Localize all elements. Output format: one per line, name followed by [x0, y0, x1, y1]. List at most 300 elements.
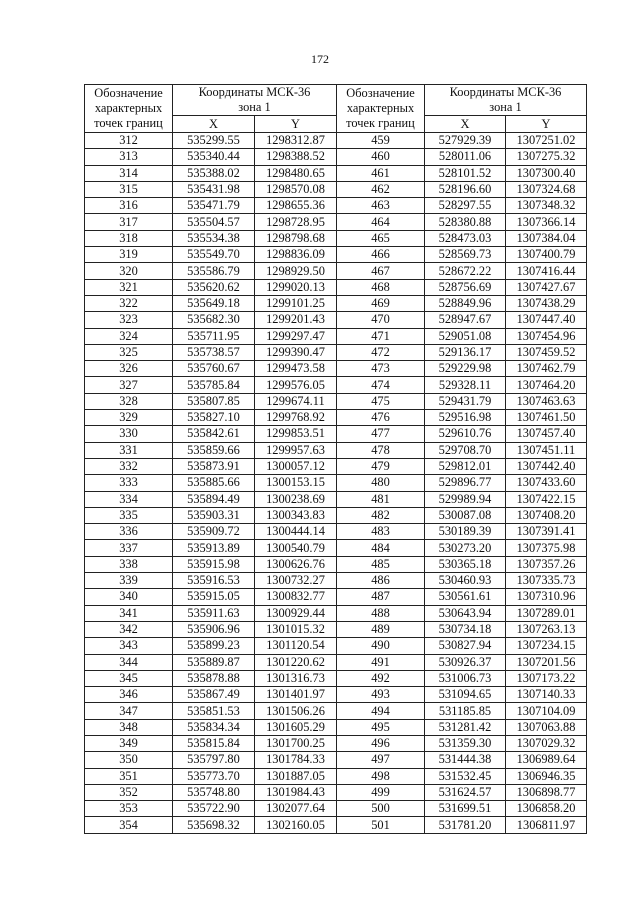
cell-y-right: 1307063.88 [506, 719, 587, 735]
cell-point-id-right: 489 [337, 621, 425, 637]
cell-point-id-right: 501 [337, 817, 425, 833]
cell-y-left: 1301316.73 [255, 670, 337, 686]
cell-y-right: 1307384.04 [506, 230, 587, 246]
cell-x-right: 529708.70 [425, 442, 506, 458]
cell-y-left: 1298480.65 [255, 165, 337, 181]
cell-x-right: 531281.42 [425, 719, 506, 735]
cell-point-id-left: 323 [85, 312, 173, 328]
cell-y-right: 1307427.67 [506, 279, 587, 295]
cell-x-right: 528011.06 [425, 149, 506, 165]
cell-x-left: 535859.66 [173, 442, 255, 458]
cell-point-id-left: 351 [85, 768, 173, 784]
cell-y-left: 1298728.95 [255, 214, 337, 230]
cell-x-right: 530189.39 [425, 524, 506, 540]
cell-point-id-left: 319 [85, 247, 173, 263]
cell-y-right: 1307348.32 [506, 198, 587, 214]
cell-point-id-right: 488 [337, 605, 425, 621]
cell-y-right: 1307375.98 [506, 540, 587, 556]
cell-y-left: 1300343.83 [255, 507, 337, 523]
cell-y-right: 1307457.40 [506, 426, 587, 442]
cell-point-id-right: 496 [337, 735, 425, 751]
table-row [85, 279, 587, 295]
cell-y-left: 1299201.43 [255, 312, 337, 328]
table-row [85, 768, 587, 784]
cell-x-left: 535698.32 [173, 817, 255, 833]
cell-y-right: 1307366.14 [506, 214, 587, 230]
cell-x-left: 535785.84 [173, 377, 255, 393]
cell-y-left: 1299576.05 [255, 377, 337, 393]
cell-x-right: 530561.61 [425, 589, 506, 605]
cell-x-left: 535894.49 [173, 491, 255, 507]
cell-point-id-left: 341 [85, 605, 173, 621]
table-row [85, 181, 587, 197]
cell-x-right: 531094.65 [425, 687, 506, 703]
table-row [85, 491, 587, 507]
cell-y-right: 1307335.73 [506, 573, 587, 589]
table-row [85, 801, 587, 817]
cell-y-right: 1307289.01 [506, 605, 587, 621]
cell-point-id-right: 481 [337, 491, 425, 507]
cell-point-id-left: 318 [85, 230, 173, 246]
cell-x-left: 535807.85 [173, 393, 255, 409]
cell-y-right: 1307029.32 [506, 735, 587, 751]
cell-y-left: 1298655.36 [255, 198, 337, 214]
cell-point-id-right: 484 [337, 540, 425, 556]
cell-x-right: 531624.57 [425, 784, 506, 800]
cell-x-left: 535916.53 [173, 573, 255, 589]
cell-y-left: 1299390.47 [255, 344, 337, 360]
cell-y-right: 1307447.40 [506, 312, 587, 328]
table-row [85, 605, 587, 621]
x-header-left: X [173, 116, 255, 133]
cell-x-left: 535534.38 [173, 230, 255, 246]
cell-y-left: 1300732.27 [255, 573, 337, 589]
cell-x-left: 535899.23 [173, 638, 255, 654]
coords-header-right [425, 85, 587, 116]
table-row [85, 621, 587, 637]
cell-x-right: 528380.88 [425, 214, 506, 230]
cell-point-id-left: 334 [85, 491, 173, 507]
coordinates-table [84, 84, 587, 834]
cell-point-id-left: 336 [85, 524, 173, 540]
cell-point-id-left: 328 [85, 393, 173, 409]
table-row [85, 230, 587, 246]
cell-y-left: 1301984.43 [255, 784, 337, 800]
cell-x-left: 535549.70 [173, 247, 255, 263]
cell-point-id-left: 333 [85, 475, 173, 491]
cell-y-left: 1298798.68 [255, 230, 337, 246]
table-row [85, 784, 587, 800]
cell-y-right: 1307416.44 [506, 263, 587, 279]
cell-point-id-left: 349 [85, 735, 173, 751]
cell-x-left: 535388.02 [173, 165, 255, 181]
cell-point-id-left: 332 [85, 458, 173, 474]
cell-x-left: 535889.87 [173, 654, 255, 670]
cell-point-id-left: 315 [85, 181, 173, 197]
cell-x-right: 531444.38 [425, 752, 506, 768]
table-row [85, 752, 587, 768]
cell-point-id-right: 478 [337, 442, 425, 458]
cell-point-id-right: 494 [337, 703, 425, 719]
cell-y-right: 1306989.64 [506, 752, 587, 768]
cell-x-left: 535682.30 [173, 312, 255, 328]
cell-point-id-left: 340 [85, 589, 173, 605]
table-row [85, 133, 587, 149]
cell-x-left: 535299.55 [173, 133, 255, 149]
cell-point-id-right: 493 [337, 687, 425, 703]
cell-x-right: 531359.30 [425, 735, 506, 751]
cell-y-right: 1307400.79 [506, 247, 587, 263]
cell-x-right: 528849.96 [425, 295, 506, 311]
cell-x-right: 529812.01 [425, 458, 506, 474]
cell-y-left: 1301401.97 [255, 687, 337, 703]
cell-y-right: 1306858.20 [506, 801, 587, 817]
cell-x-left: 535911.63 [173, 605, 255, 621]
cell-x-left: 535913.89 [173, 540, 255, 556]
cell-x-right: 531185.85 [425, 703, 506, 719]
table-row [85, 703, 587, 719]
cell-y-right: 1307463.63 [506, 393, 587, 409]
cell-point-id-right: 483 [337, 524, 425, 540]
table-row [85, 458, 587, 474]
cell-x-right: 530365.18 [425, 556, 506, 572]
cell-x-left: 535851.53 [173, 703, 255, 719]
cell-x-right: 528756.69 [425, 279, 506, 295]
cell-y-right: 1307459.52 [506, 344, 587, 360]
cell-y-right: 1307461.50 [506, 410, 587, 426]
cell-x-left: 535915.98 [173, 556, 255, 572]
cell-point-id-right: 475 [337, 393, 425, 409]
cell-point-id-right: 461 [337, 165, 425, 181]
cell-x-left: 535915.05 [173, 589, 255, 605]
cell-y-left: 1300929.44 [255, 605, 337, 621]
coords-header-left-line2: зона 1 [238, 100, 271, 114]
cell-y-left: 1299853.51 [255, 426, 337, 442]
cell-x-left: 535711.95 [173, 328, 255, 344]
cell-point-id-left: 337 [85, 540, 173, 556]
cell-point-id-left: 314 [85, 165, 173, 181]
cell-point-id-right: 473 [337, 361, 425, 377]
cell-y-left: 1299020.13 [255, 279, 337, 295]
table-row [85, 410, 587, 426]
cell-point-id-right: 487 [337, 589, 425, 605]
cell-x-right: 529051.08 [425, 328, 506, 344]
cell-point-id-left: 342 [85, 621, 173, 637]
designation-header-left: Обозначение характерных точек границ [85, 85, 173, 133]
cell-point-id-right: 498 [337, 768, 425, 784]
designation-header-right: Обозначение характерных точек границ [337, 85, 425, 133]
cell-x-left: 535504.57 [173, 214, 255, 230]
cell-y-right: 1307310.96 [506, 589, 587, 605]
cell-y-right: 1307391.41 [506, 524, 587, 540]
table-body [85, 133, 587, 834]
cell-x-right: 530734.18 [425, 621, 506, 637]
cell-point-id-left: 322 [85, 295, 173, 311]
cell-point-id-right: 495 [337, 719, 425, 735]
cell-x-left: 535773.70 [173, 768, 255, 784]
cell-point-id-left: 353 [85, 801, 173, 817]
table-row [85, 377, 587, 393]
cell-x-left: 535471.79 [173, 198, 255, 214]
cell-y-left: 1298836.09 [255, 247, 337, 263]
cell-point-id-right: 480 [337, 475, 425, 491]
cell-point-id-left: 326 [85, 361, 173, 377]
cell-y-left: 1298312.87 [255, 133, 337, 149]
cell-x-left: 535909.72 [173, 524, 255, 540]
cell-point-id-left: 329 [85, 410, 173, 426]
cell-point-id-right: 486 [337, 573, 425, 589]
cell-x-left: 535722.90 [173, 801, 255, 817]
cell-y-left: 1301506.26 [255, 703, 337, 719]
cell-point-id-left: 335 [85, 507, 173, 523]
table-row [85, 426, 587, 442]
cell-y-left: 1301784.33 [255, 752, 337, 768]
cell-x-right: 528947.67 [425, 312, 506, 328]
table-row [85, 475, 587, 491]
cell-point-id-right: 470 [337, 312, 425, 328]
table-row [85, 573, 587, 589]
cell-point-id-right: 482 [337, 507, 425, 523]
cell-x-right: 528569.73 [425, 247, 506, 263]
cell-x-left: 535885.66 [173, 475, 255, 491]
cell-y-left: 1302160.05 [255, 817, 337, 833]
cell-y-right: 1307300.40 [506, 165, 587, 181]
cell-x-left: 535867.49 [173, 687, 255, 703]
table-row [85, 295, 587, 311]
cell-point-id-left: 320 [85, 263, 173, 279]
table-row [85, 247, 587, 263]
table-row [85, 263, 587, 279]
cell-x-left: 535842.61 [173, 426, 255, 442]
cell-point-id-right: 460 [337, 149, 425, 165]
cell-point-id-left: 338 [85, 556, 173, 572]
cell-x-left: 535873.91 [173, 458, 255, 474]
page-number: 172 [311, 52, 329, 66]
coords-header-left-line1: Координаты МСК-36 [198, 85, 311, 99]
cell-point-id-left: 339 [85, 573, 173, 589]
cell-x-right: 530926.37 [425, 654, 506, 670]
cell-x-left: 535878.88 [173, 670, 255, 686]
cell-y-right: 1307357.26 [506, 556, 587, 572]
cell-y-left: 1301015.32 [255, 621, 337, 637]
coords-header-left [173, 85, 337, 116]
cell-y-left: 1301887.05 [255, 768, 337, 784]
cell-x-right: 528473.03 [425, 230, 506, 246]
cell-y-right: 1307324.68 [506, 181, 587, 197]
cell-point-id-right: 476 [337, 410, 425, 426]
cell-x-right: 530087.08 [425, 507, 506, 523]
cell-point-id-left: 317 [85, 214, 173, 230]
cell-y-right: 1307422.15 [506, 491, 587, 507]
cell-point-id-left: 350 [85, 752, 173, 768]
cell-x-right: 529229.98 [425, 361, 506, 377]
cell-y-right: 1307408.20 [506, 507, 587, 523]
cell-y-right: 1307275.32 [506, 149, 587, 165]
cell-point-id-right: 467 [337, 263, 425, 279]
cell-y-left: 1300626.76 [255, 556, 337, 572]
cell-point-id-left: 343 [85, 638, 173, 654]
cell-y-left: 1299768.92 [255, 410, 337, 426]
cell-x-left: 535586.79 [173, 263, 255, 279]
cell-point-id-left: 348 [85, 719, 173, 735]
cell-point-id-right: 474 [337, 377, 425, 393]
cell-point-id-left: 316 [85, 198, 173, 214]
cell-y-left: 1299473.58 [255, 361, 337, 377]
cell-y-left: 1299674.11 [255, 393, 337, 409]
cell-y-left: 1302077.64 [255, 801, 337, 817]
cell-x-right: 531781.20 [425, 817, 506, 833]
table-row [85, 149, 587, 165]
cell-point-id-right: 471 [337, 328, 425, 344]
table-row [85, 198, 587, 214]
table-row [85, 589, 587, 605]
cell-point-id-left: 312 [85, 133, 173, 149]
cell-x-left: 535748.80 [173, 784, 255, 800]
cell-point-id-right: 465 [337, 230, 425, 246]
cell-point-id-right: 499 [337, 784, 425, 800]
cell-x-left: 535431.98 [173, 181, 255, 197]
cell-point-id-left: 331 [85, 442, 173, 458]
cell-y-right: 1307438.29 [506, 295, 587, 311]
cell-y-right: 1307454.96 [506, 328, 587, 344]
cell-x-right: 531006.73 [425, 670, 506, 686]
cell-x-right: 529136.17 [425, 344, 506, 360]
table-row [85, 670, 587, 686]
cell-x-left: 535903.31 [173, 507, 255, 523]
cell-y-left: 1301605.29 [255, 719, 337, 735]
cell-x-right: 530827.94 [425, 638, 506, 654]
cell-point-id-left: 347 [85, 703, 173, 719]
cell-point-id-left: 344 [85, 654, 173, 670]
cell-y-right: 1307140.33 [506, 687, 587, 703]
cell-y-right: 1306898.77 [506, 784, 587, 800]
cell-x-right: 527929.39 [425, 133, 506, 149]
table-row [85, 344, 587, 360]
cell-y-right: 1307201.56 [506, 654, 587, 670]
cell-y-left: 1300238.69 [255, 491, 337, 507]
table-row [85, 507, 587, 523]
cell-x-right: 528101.52 [425, 165, 506, 181]
table-row [85, 735, 587, 751]
cell-x-right: 528672.22 [425, 263, 506, 279]
cell-point-id-right: 468 [337, 279, 425, 295]
cell-point-id-right: 497 [337, 752, 425, 768]
cell-x-left: 535827.10 [173, 410, 255, 426]
table-row [85, 393, 587, 409]
cell-point-id-left: 352 [85, 784, 173, 800]
cell-point-id-left: 313 [85, 149, 173, 165]
cell-y-left: 1300153.15 [255, 475, 337, 491]
cell-x-left: 535834.34 [173, 719, 255, 735]
cell-point-id-right: 462 [337, 181, 425, 197]
cell-y-left: 1301700.25 [255, 735, 337, 751]
cell-x-left: 535340.44 [173, 149, 255, 165]
cell-x-right: 529431.79 [425, 393, 506, 409]
cell-y-right: 1307104.09 [506, 703, 587, 719]
cell-point-id-right: 492 [337, 670, 425, 686]
table-row [85, 817, 587, 833]
cell-point-id-left: 321 [85, 279, 173, 295]
table-row [85, 524, 587, 540]
cell-y-left: 1301120.54 [255, 638, 337, 654]
cell-y-left: 1298570.08 [255, 181, 337, 197]
cell-y-left: 1300057.12 [255, 458, 337, 474]
cell-y-left: 1298388.52 [255, 149, 337, 165]
cell-x-left: 535797.80 [173, 752, 255, 768]
cell-x-right: 529989.94 [425, 491, 506, 507]
cell-y-right: 1307442.40 [506, 458, 587, 474]
coords-header-right-line2: зона 1 [489, 100, 522, 114]
cell-point-id-left: 330 [85, 426, 173, 442]
y-header-right: Y [506, 116, 587, 133]
cell-point-id-left: 354 [85, 817, 173, 833]
cell-point-id-left: 345 [85, 670, 173, 686]
table-row [85, 719, 587, 735]
cell-x-left: 535760.67 [173, 361, 255, 377]
table-row [85, 540, 587, 556]
table-row [85, 442, 587, 458]
cell-point-id-left: 324 [85, 328, 173, 344]
cell-point-id-left: 346 [85, 687, 173, 703]
table-row [85, 361, 587, 377]
cell-x-right: 528196.60 [425, 181, 506, 197]
cell-x-left: 535620.62 [173, 279, 255, 295]
cell-point-id-right: 485 [337, 556, 425, 572]
table-row [85, 214, 587, 230]
cell-x-left: 535815.84 [173, 735, 255, 751]
cell-point-id-right: 469 [337, 295, 425, 311]
cell-x-right: 530643.94 [425, 605, 506, 621]
table-row [85, 165, 587, 181]
cell-point-id-right: 477 [337, 426, 425, 442]
cell-x-right: 530273.20 [425, 540, 506, 556]
cell-x-right: 529610.76 [425, 426, 506, 442]
cell-y-right: 1307173.22 [506, 670, 587, 686]
cell-y-right: 1306811.97 [506, 817, 587, 833]
cell-x-right: 529896.77 [425, 475, 506, 491]
cell-y-left: 1301220.62 [255, 654, 337, 670]
cell-point-id-right: 479 [337, 458, 425, 474]
cell-y-right: 1306946.35 [506, 768, 587, 784]
cell-point-id-right: 463 [337, 198, 425, 214]
table-row [85, 312, 587, 328]
cell-point-id-left: 327 [85, 377, 173, 393]
cell-y-left: 1299101.25 [255, 295, 337, 311]
cell-y-left: 1300540.79 [255, 540, 337, 556]
table-row [85, 556, 587, 572]
cell-x-left: 535906.96 [173, 621, 255, 637]
cell-point-id-right: 491 [337, 654, 425, 670]
cell-x-left: 535738.57 [173, 344, 255, 360]
cell-point-id-right: 500 [337, 801, 425, 817]
cell-y-right: 1307451.11 [506, 442, 587, 458]
cell-y-right: 1307462.79 [506, 361, 587, 377]
cell-x-right: 529516.98 [425, 410, 506, 426]
cell-point-id-right: 459 [337, 133, 425, 149]
table-row [85, 687, 587, 703]
table-row [85, 328, 587, 344]
cell-x-right: 530460.93 [425, 573, 506, 589]
cell-point-id-right: 490 [337, 638, 425, 654]
cell-point-id-right: 466 [337, 247, 425, 263]
cell-y-right: 1307464.20 [506, 377, 587, 393]
cell-y-right: 1307263.13 [506, 621, 587, 637]
cell-x-right: 531699.51 [425, 801, 506, 817]
cell-y-left: 1300444.14 [255, 524, 337, 540]
table-row [85, 638, 587, 654]
cell-x-right: 529328.11 [425, 377, 506, 393]
cell-y-right: 1307251.02 [506, 133, 587, 149]
